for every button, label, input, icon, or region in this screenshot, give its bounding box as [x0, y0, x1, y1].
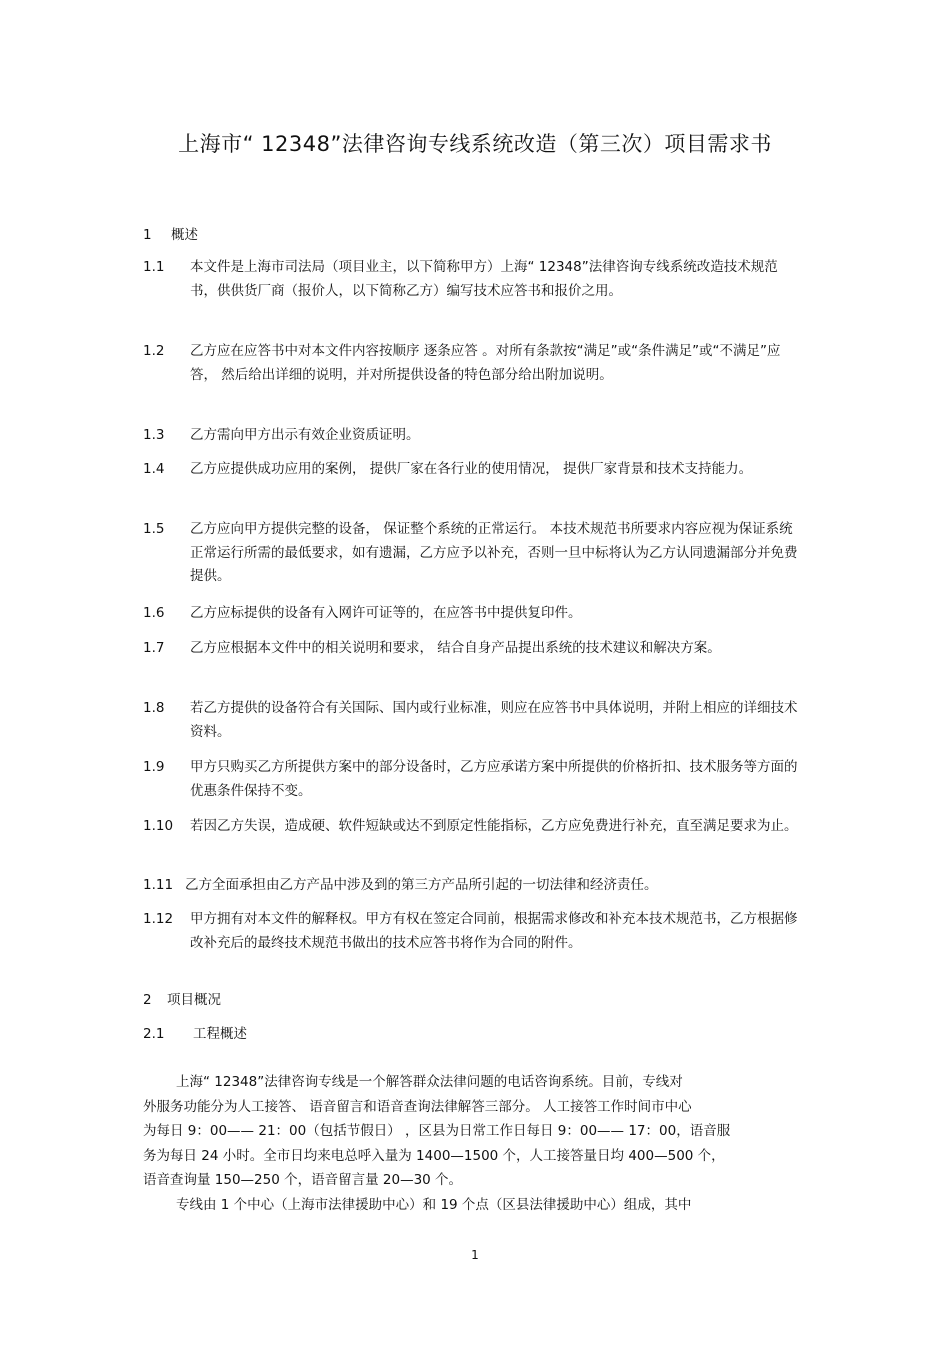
clause-number: 1.8	[143, 700, 165, 716]
section-number: 1	[143, 227, 152, 243]
clause-number: 1.1	[143, 259, 165, 275]
clause-number: 1.11	[143, 877, 174, 893]
section-1-heading	[143, 223, 198, 243]
paragraph-line: 专线由 1 个中心（上海市法律援助中心）和 19 个点（区县法律援助中心）组成，其中	[176, 1196, 692, 1213]
clause-1-1	[143, 256, 803, 303]
clause-text: 乙方应提供成功应用的案例， 提供厂家在各行业的使用情况， 提供厂家背景和技术支持能力。	[190, 461, 753, 477]
clause-number: 1.5	[143, 521, 165, 537]
section-number: 2	[143, 992, 152, 1008]
clause-text: 乙方应在应答书中对本文件内容按顺序 逐条应答 。对所有条款按“满足”或“条件满足”或“不满足”应答， 然后给出详细的说明，并对所提供设备的特色部分给出附加说明。	[190, 343, 781, 383]
section-2-heading	[143, 988, 221, 1008]
paragraph-line: 上海“ 12348”法律咨询专线是一个解答群众法律问题的电话咨询系统。目前，专线对	[176, 1074, 683, 1090]
clause-text: 若乙方提供的设备符合有关国际、国内或行业标准，则应在应答书中具体说明，并附上相应的详细技术资料。	[190, 700, 798, 740]
clause-1-2	[143, 340, 803, 387]
section-label: 工程概述	[193, 1026, 247, 1042]
clause-number: 1.9	[143, 759, 165, 775]
clause-1-9	[143, 756, 803, 803]
clause-number: 1.12	[143, 911, 174, 927]
clause-text: 乙方应标提供的设备有入网许可证等的，在应答书中提供复印件。	[190, 605, 582, 621]
clause-1-8	[143, 697, 803, 744]
clause-number: 1.2	[143, 343, 165, 359]
document-title: 上海市“ 12348”法律咨询专线系统改造（第三次）项目需求书	[178, 132, 772, 156]
clause-text: 甲方只购买乙方所提供方案中的部分设备时，乙方应承诺方案中所提供的价格折扣、技术服务等方面的优惠条件保持不变。	[190, 759, 798, 799]
clause-1-10	[143, 815, 803, 839]
clause-1-11	[143, 874, 803, 898]
clause-number: 1.4	[143, 461, 165, 477]
clause-number: 1.6	[143, 605, 165, 621]
clause-text: 乙方全面承担由乙方产品中涉及到的第三方产品所引起的一切法律和经济责任。	[185, 877, 658, 893]
clause-1-7	[143, 637, 803, 661]
clause-1-12	[143, 908, 803, 955]
section-label: 项目概况	[167, 992, 221, 1008]
page-number: 1	[471, 1248, 479, 1262]
paragraph-line: 务为每日 24 小时。全市日均来电总呼入量为 1400—1500 个，人工接答量日均 400—500 个，	[143, 1147, 725, 1164]
clause-number: 1.7	[143, 640, 165, 656]
clause-1-4	[143, 458, 803, 482]
section-2-1-heading	[143, 1022, 247, 1042]
section-label: 概述	[171, 227, 198, 243]
clause-number: 1.10	[143, 818, 174, 834]
clause-text: 乙方应向甲方提供完整的设备， 保证整个系统的正常运行。 本技术规范书所要求内容应视为保证系统正常运行所需的最低要求，如有遗漏，乙方应予以补充，否则一旦中标将认为乙方认同遗漏部分并免费提供。	[190, 521, 798, 584]
section-number: 2.1	[143, 1026, 165, 1042]
paragraph-line: 外服务功能分为人工接答、 语音留言和语音查询法律解答三部分。 人工接答工作时间市中心	[143, 1098, 692, 1115]
clause-1-6	[143, 602, 803, 626]
clause-text: 若因乙方失误，造成硬、软件短缺或达不到原定性能指标，乙方应免费进行补充，直至满足要求为止。	[190, 818, 798, 834]
clause-1-3	[143, 424, 803, 448]
clause-1-5	[143, 518, 803, 589]
clause-number: 1.3	[143, 427, 165, 443]
clause-text: 乙方应根据本文件中的相关说明和要求， 结合自身产品提出系统的技术建议和解决方案。	[190, 640, 721, 656]
clause-text: 甲方拥有对本文件的解释权。甲方有权在签定合同前，根据需求修改和补充本技术规范书，乙方根据修改补充后的最终技术规范书做出的技术应答书将作为合同的附件。	[190, 911, 798, 951]
overview-paragraph	[143, 1070, 808, 1217]
paragraph-line: 为每日 9：00—— 21：00（包括节假日） ，区县为日常工作日每日 9：00—— 17：00，语音服	[143, 1123, 731, 1139]
paragraph-line: 语音查询量 150—250 个，语音留言量 20—30 个。	[143, 1172, 463, 1188]
clause-text: 乙方需向甲方出示有效企业资质证明。	[190, 427, 420, 443]
clause-text: 本文件是上海市司法局（项目业主，以下简称甲方）上海“ 12348”法律咨询专线系统改造技术规范书，供供货厂商（报价人，以下简称乙方）编写技术应答书和报价之用。	[190, 259, 778, 299]
